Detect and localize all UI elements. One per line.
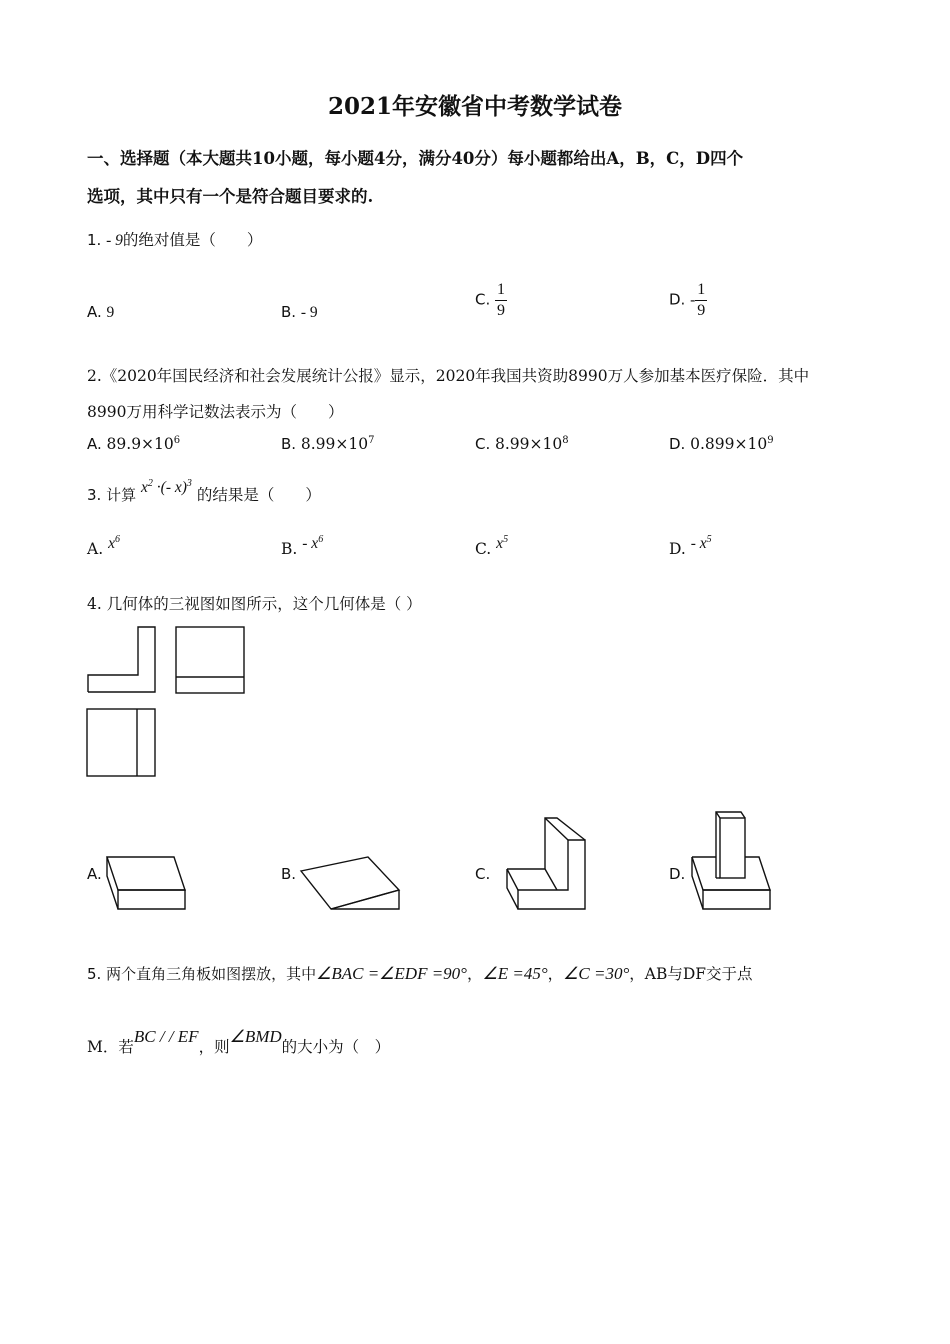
front-view	[88, 627, 155, 692]
q1-option-b[interactable]: B. - 9	[281, 303, 318, 321]
q2-option-c[interactable]: C. $8.99\times 10^8$	[475, 435, 569, 454]
question-2-line1: 2.《2020年国民经济和社会发展统计公报》显示，2020年我国共资助8990万人参加基本医疗保险．其中	[87, 367, 810, 385]
q1-text: 的绝对值是（ ）	[122, 231, 263, 249]
q1-math: - 9	[106, 232, 123, 249]
option-a-solid	[107, 857, 185, 909]
q3-option-d[interactable]: D. - $x^5$	[669, 534, 712, 559]
top-view	[87, 709, 155, 776]
option-b-solid	[301, 857, 399, 909]
fraction: $\frac{1}{9}$	[497, 281, 506, 319]
q3-option-b[interactable]: B. - $x^6$	[281, 534, 324, 559]
q2-option-b[interactable]: B. $8.99\times 10^7$	[281, 435, 375, 454]
q4-option-d[interactable]: D.	[669, 865, 686, 883]
q1-option-c[interactable]: C. $\frac{1}{9}$	[475, 281, 506, 319]
q4-option-c[interactable]: C.	[475, 865, 491, 883]
question-3: 3. 计算 $x^2$ ·(- x)$^3$ 的结果是（ ）	[87, 477, 321, 504]
q1-option-d[interactable]: D. - $\frac{1}{9}$	[669, 281, 706, 319]
q3-option-c[interactable]: C. $x^5$	[475, 534, 509, 559]
q4-option-a[interactable]: A.	[87, 865, 102, 883]
q1-option-a[interactable]: A. 9	[87, 303, 115, 321]
side-view	[176, 627, 244, 693]
section-heading-line1: 一、选择题（本大题共10小题，每小题4分，满分40分）每小题都给出A，B，C，D四个	[87, 149, 744, 168]
question-5-line2: M．若BC / / EF，则∠BMD的大小为（ ）	[87, 1027, 391, 1056]
fraction: $\frac{1}{9}$	[697, 281, 706, 319]
option-c-solid	[507, 818, 585, 909]
q1-number: 1.	[87, 231, 107, 249]
question-4: 4. 几何体的三视图如图所示，这个几何体是（ ）	[87, 595, 422, 613]
q3-option-a[interactable]: A. $x^6$	[87, 534, 120, 559]
q3-math: $x^2$ ·(- x)$^3$	[141, 477, 192, 496]
option-d-solid	[692, 812, 770, 909]
question-2-line2: 8990万用科学记数法表示为（ ）	[87, 403, 344, 421]
q4-option-b[interactable]: B.	[281, 865, 297, 883]
q2-option-a[interactable]: A. $89.9\times 10^6$	[87, 435, 181, 454]
q2-option-d[interactable]: D. $0.899\times 10^9$	[669, 435, 774, 454]
page-title: 2021年安徽省中考数学试卷	[327, 93, 622, 120]
section-heading-line2: 选项，其中只有一个是符合题目要求的.	[87, 187, 374, 206]
question-5-line1: 5. 两个直角三角板如图摆放，其中∠BAC =∠EDF =90°，∠E =45°，∠C =30°，AB与DF交于点	[87, 964, 753, 983]
